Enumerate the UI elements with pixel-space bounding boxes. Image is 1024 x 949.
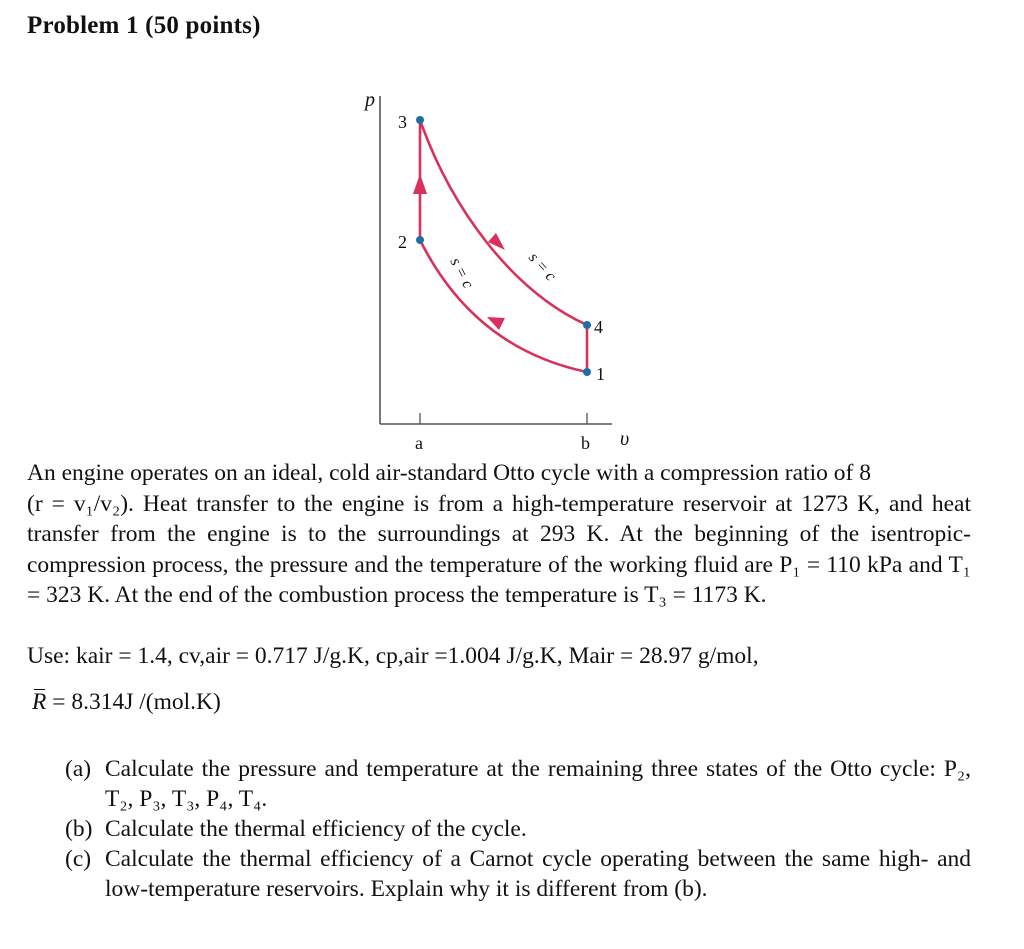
process-3-4 [420, 120, 587, 325]
state-point-3 [416, 116, 424, 124]
state-label-3: 3 [398, 112, 407, 132]
gas-constant [32, 687, 221, 717]
isentrope-label-right: s = c [525, 249, 560, 285]
given-constants: Use: kair = 1.4, cv,air = 0.717 J/g.K, cp,air =1.004 J/g.K, Mair = 28.97 g/mol, [27, 643, 759, 669]
tick-b-label: b [581, 433, 590, 453]
isentrope-label-left: s = c [446, 254, 477, 292]
state-point-2 [416, 236, 424, 244]
process-1-2 [420, 240, 587, 372]
axis-p-label: p [365, 89, 375, 111]
part-b-label: (b) [65, 816, 93, 842]
rbar-symbol: R [32, 689, 47, 715]
axis-v-label: υ [620, 428, 630, 450]
part-b [65, 814, 971, 844]
state-point-4 [583, 321, 591, 329]
state-label-4: 4 [594, 317, 603, 337]
part-c-text: Calculate the thermal efficiency of a Carnot cycle operating between the same high- and low-temperature reservoirs. Explain why it is different from (b). [105, 846, 971, 902]
state-point-1 [583, 368, 591, 376]
part-c-label: (c) [65, 846, 92, 872]
state-label-1: 1 [596, 364, 605, 384]
statement-body: (r = v₁/v₂). Heat transfer to the engine is from a high-temperature reservoir at 1273 K, and heat transfer from the engine is to the surroundings at 293 K. At the beginning of the isentropic-compression process, the pressure and the temperature of the working fluid are P₁ = 110 kPa and T₁ = 323 K. At the end of the combustion process the temperature is T₃ = 1173 K. [27, 490, 971, 608]
statement-line-1: An engine operates on an ideal, cold air-standard Otto cycle with a compression ratio of 8 [27, 460, 871, 486]
problem-title: Problem 1 (50 points) [27, 12, 261, 39]
rbar-value: = 8.314J /(mol.K) [46, 689, 221, 715]
problem-statement [27, 458, 971, 611]
tick-a-label: a [415, 433, 423, 453]
part-a [65, 754, 971, 814]
part-a-text: Calculate the pressure and temperature at the remaining three states of the Otto cycle: P₂, T₂, P₃, T₃, P₄, T₄. [105, 756, 971, 812]
state-label-2: 2 [398, 232, 407, 252]
part-c [65, 844, 971, 904]
question-parts [65, 754, 971, 904]
arrow-2-3 [413, 174, 427, 194]
part-b-text: Calculate the thermal efficiency of the cycle. [105, 816, 527, 842]
otto-cycle-pv-diagram [0, 0, 1024, 460]
part-a-label: (a) [65, 756, 92, 782]
